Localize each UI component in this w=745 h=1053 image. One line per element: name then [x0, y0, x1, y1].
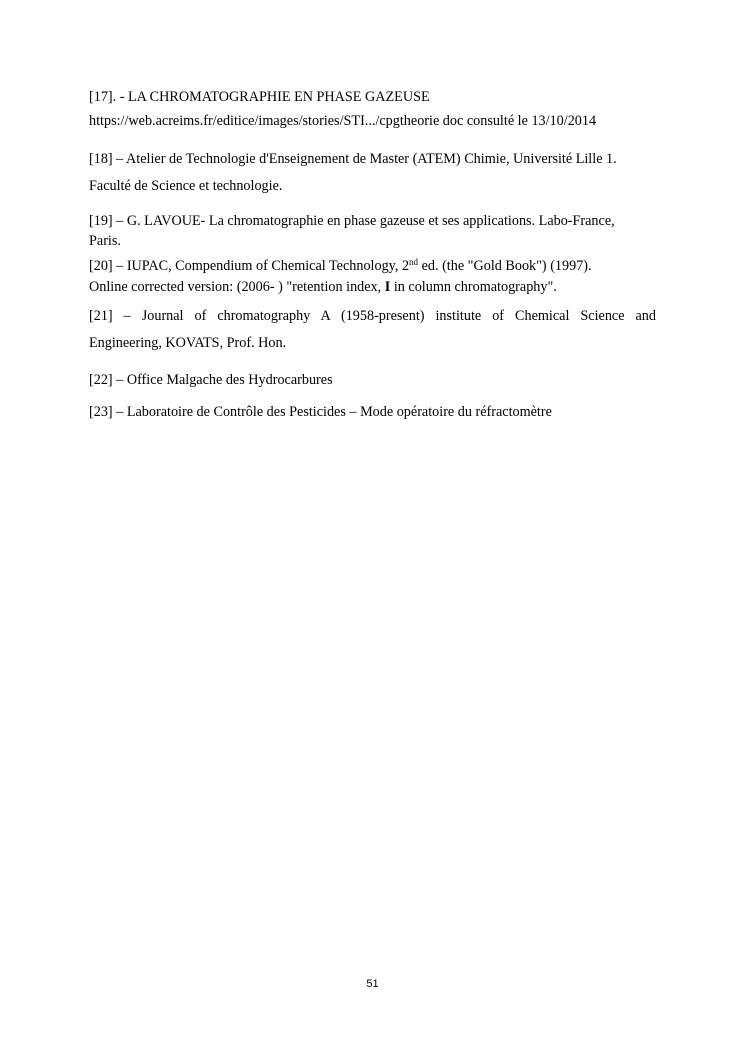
- reference-20-text-b: ed. (the "Gold Book") (1997).: [418, 258, 592, 274]
- reference-20-line-1: [89, 256, 656, 277]
- reference-21-line-2: Engineering, KOVATS, Prof. Hon.: [89, 335, 287, 351]
- reference-20: [89, 256, 656, 298]
- reference-21: [89, 303, 656, 357]
- reference-20-line-2: [89, 277, 656, 298]
- reference-18: [89, 146, 656, 200]
- reference-23: [89, 402, 656, 423]
- reference-19-line-2: Paris.: [89, 233, 121, 249]
- reference-19-line-1: [19] – G. LAVOUE- La chromatographie en phase gazeuse et ses applications. Labo-France,: [89, 213, 615, 229]
- reference-17-url: https://web.acreims.fr/editice/images/stories/STI.../cpgtheorie doc consulté le 13/10/2014: [89, 113, 597, 129]
- reference-23-line-1: [23] – Laboratoire de Contrôle des Pesticides – Mode opératoire du réfractomètre: [89, 404, 552, 420]
- reference-20-text-d: in column chromatography".: [390, 279, 557, 295]
- reference-17: [89, 87, 656, 135]
- reference-19: [89, 211, 656, 251]
- reference-18-line-1: [18] – Atelier de Technologie d'Enseignement de Master (ATEM) Chimie, Université Lille 1.: [89, 151, 617, 167]
- reference-20-text-a: [20] – IUPAC, Compendium of Chemical Technology, 2: [89, 258, 410, 274]
- reference-22-line-1: [22] – Office Malgache des Hydrocarbures: [89, 372, 333, 388]
- reference-18-line-2: Faculté de Science et technologie.: [89, 178, 283, 194]
- reference-17-title: [17]. - LA CHROMATOGRAPHIE EN PHASE GAZEUSE: [89, 89, 430, 105]
- reference-22: [89, 370, 656, 391]
- reference-list: [89, 87, 656, 423]
- ordinal-superscript: nd: [409, 257, 419, 267]
- page-number: 51: [366, 978, 379, 990]
- reference-20-text-c: Online corrected version: (2006- ) "retention index,: [89, 279, 385, 295]
- retention-index-symbol: I: [384, 279, 391, 295]
- reference-21-line-1: [21] – Journal of chromatography A (1958-present) institute of Chemical Science and: [89, 308, 656, 324]
